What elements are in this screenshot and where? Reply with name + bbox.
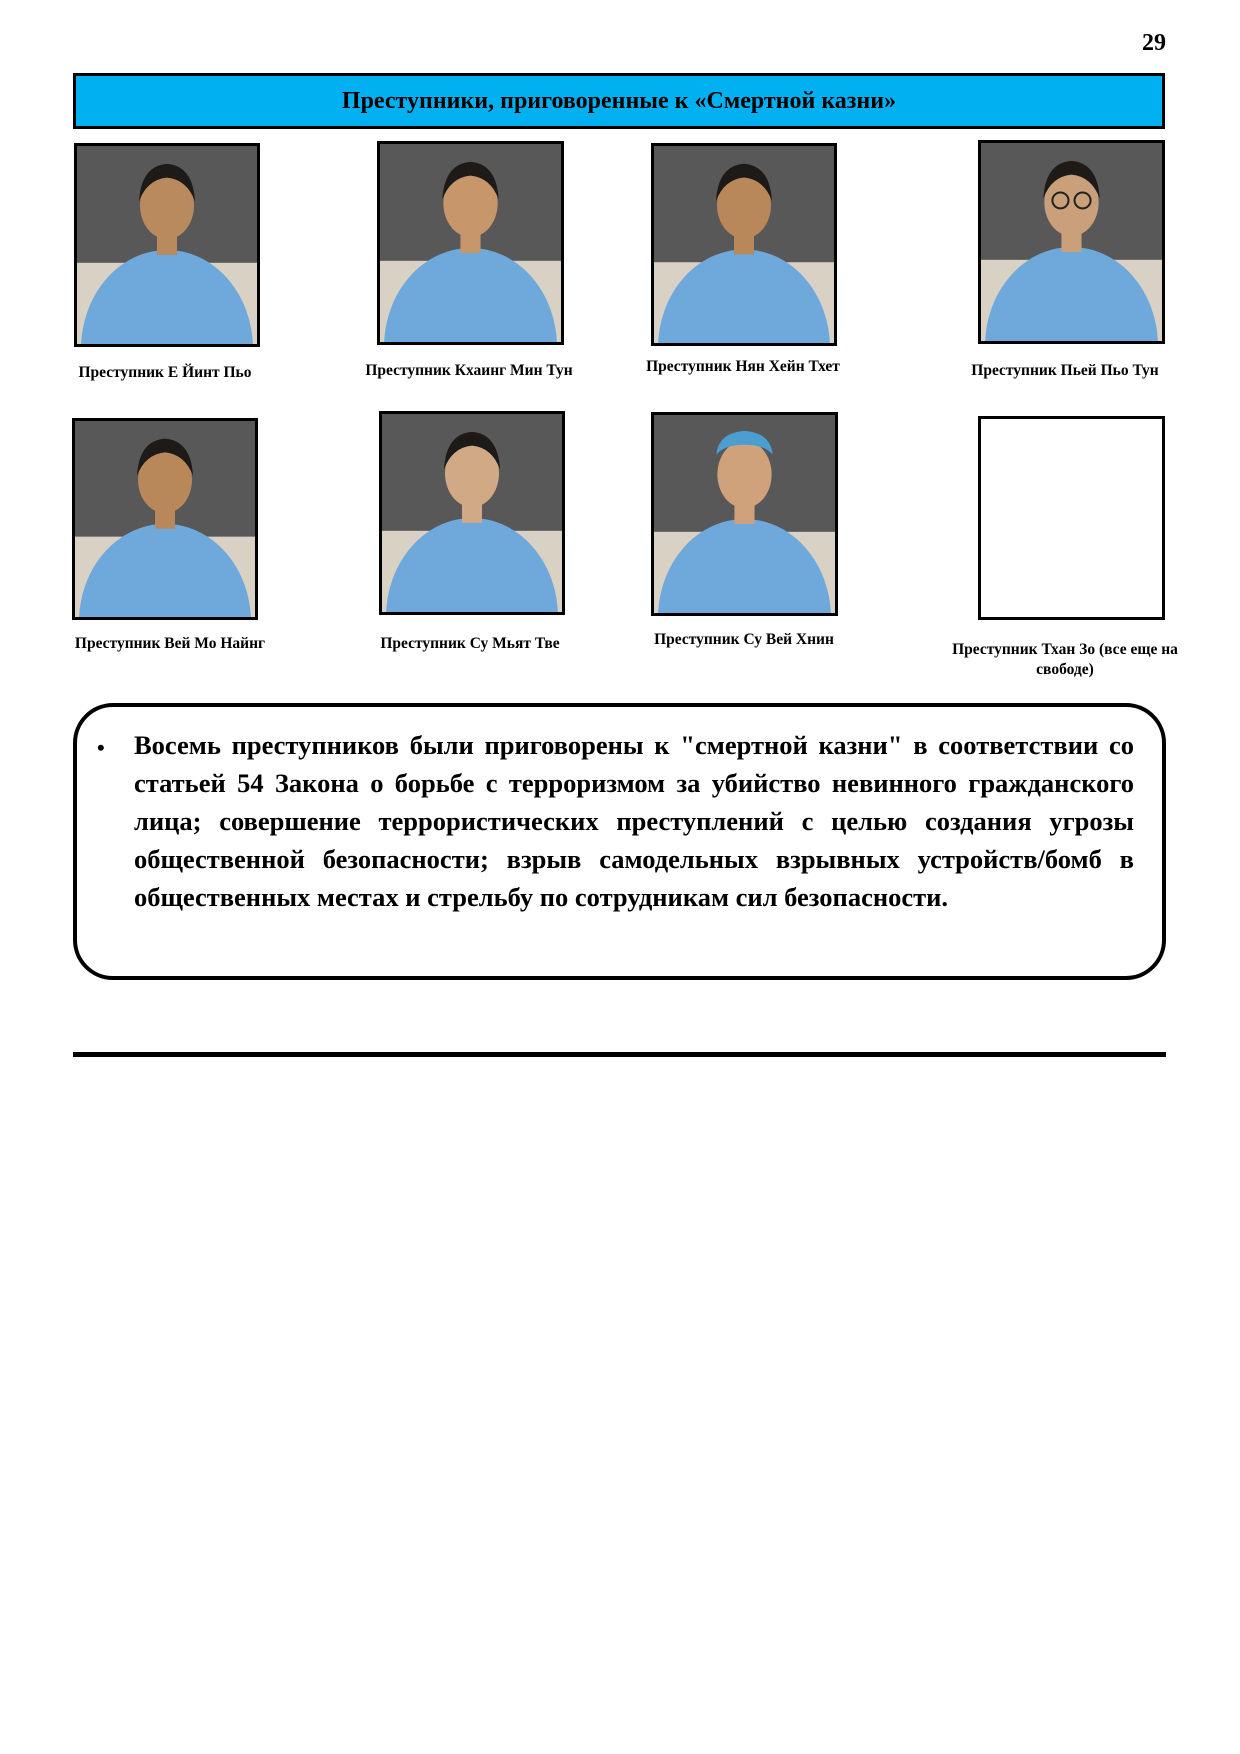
summary-text: Восемь преступников были приговорены к "смертной казни" в соответствии со статьей 54 Закона о борьбе с терроризмом за убийство невинного гражданского лица; совершение террористических преступлений с целью создания угрозы общественной безопасности; взрыв самодельных взрывных устройств/бомб в общественных местах и стрельбу по сотрудникам сил безопасности.: [134, 730, 1134, 912]
person-portrait-image: [654, 146, 834, 343]
portrait-caption: Преступник Тхан Зо (все еще на свободе): [952, 641, 1178, 678]
portrait-caption: Преступник Су Вей Хнин: [654, 631, 834, 648]
person-portrait-image: [382, 414, 562, 612]
person-portrait-image: [77, 146, 257, 344]
page-number: 29: [1142, 30, 1166, 56]
portrait-photo-3: [651, 143, 837, 346]
portrait-photo-6: [379, 411, 565, 615]
portrait-caption: Преступник Е Йинт Пьо: [78, 364, 252, 381]
portrait-photo-1: [74, 143, 260, 347]
bullet-marker: •: [97, 735, 105, 760]
person-portrait-image: [654, 415, 835, 613]
portrait-photo-2: [377, 141, 564, 345]
portrait-caption: Преступник Пьей Пьо Тун: [971, 362, 1159, 379]
portrait-caption: Преступник Нян Хейн Тхет: [646, 358, 840, 375]
portrait-photo-4: [978, 140, 1165, 344]
portrait-photo-5: [72, 418, 258, 620]
person-portrait-image: [981, 143, 1162, 341]
portrait-caption: Преступник Су Мьят Тве: [380, 635, 560, 652]
portrait-photo-placeholder: [978, 416, 1165, 620]
person-portrait-image: [380, 144, 561, 342]
summary-box: [73, 703, 1166, 980]
portrait-caption: Преступник Кхаинг Мин Тун: [365, 362, 573, 379]
person-portrait-image: [75, 421, 255, 617]
portrait-photo-7: [651, 412, 838, 616]
section-title: Преступники, приговоренные к «Смертной казни»: [341, 87, 897, 114]
portrait-caption: Преступник Вей Мо Найнг: [74, 635, 266, 652]
section-title-banner: [73, 73, 1165, 129]
horizontal-divider: [73, 1052, 1166, 1057]
